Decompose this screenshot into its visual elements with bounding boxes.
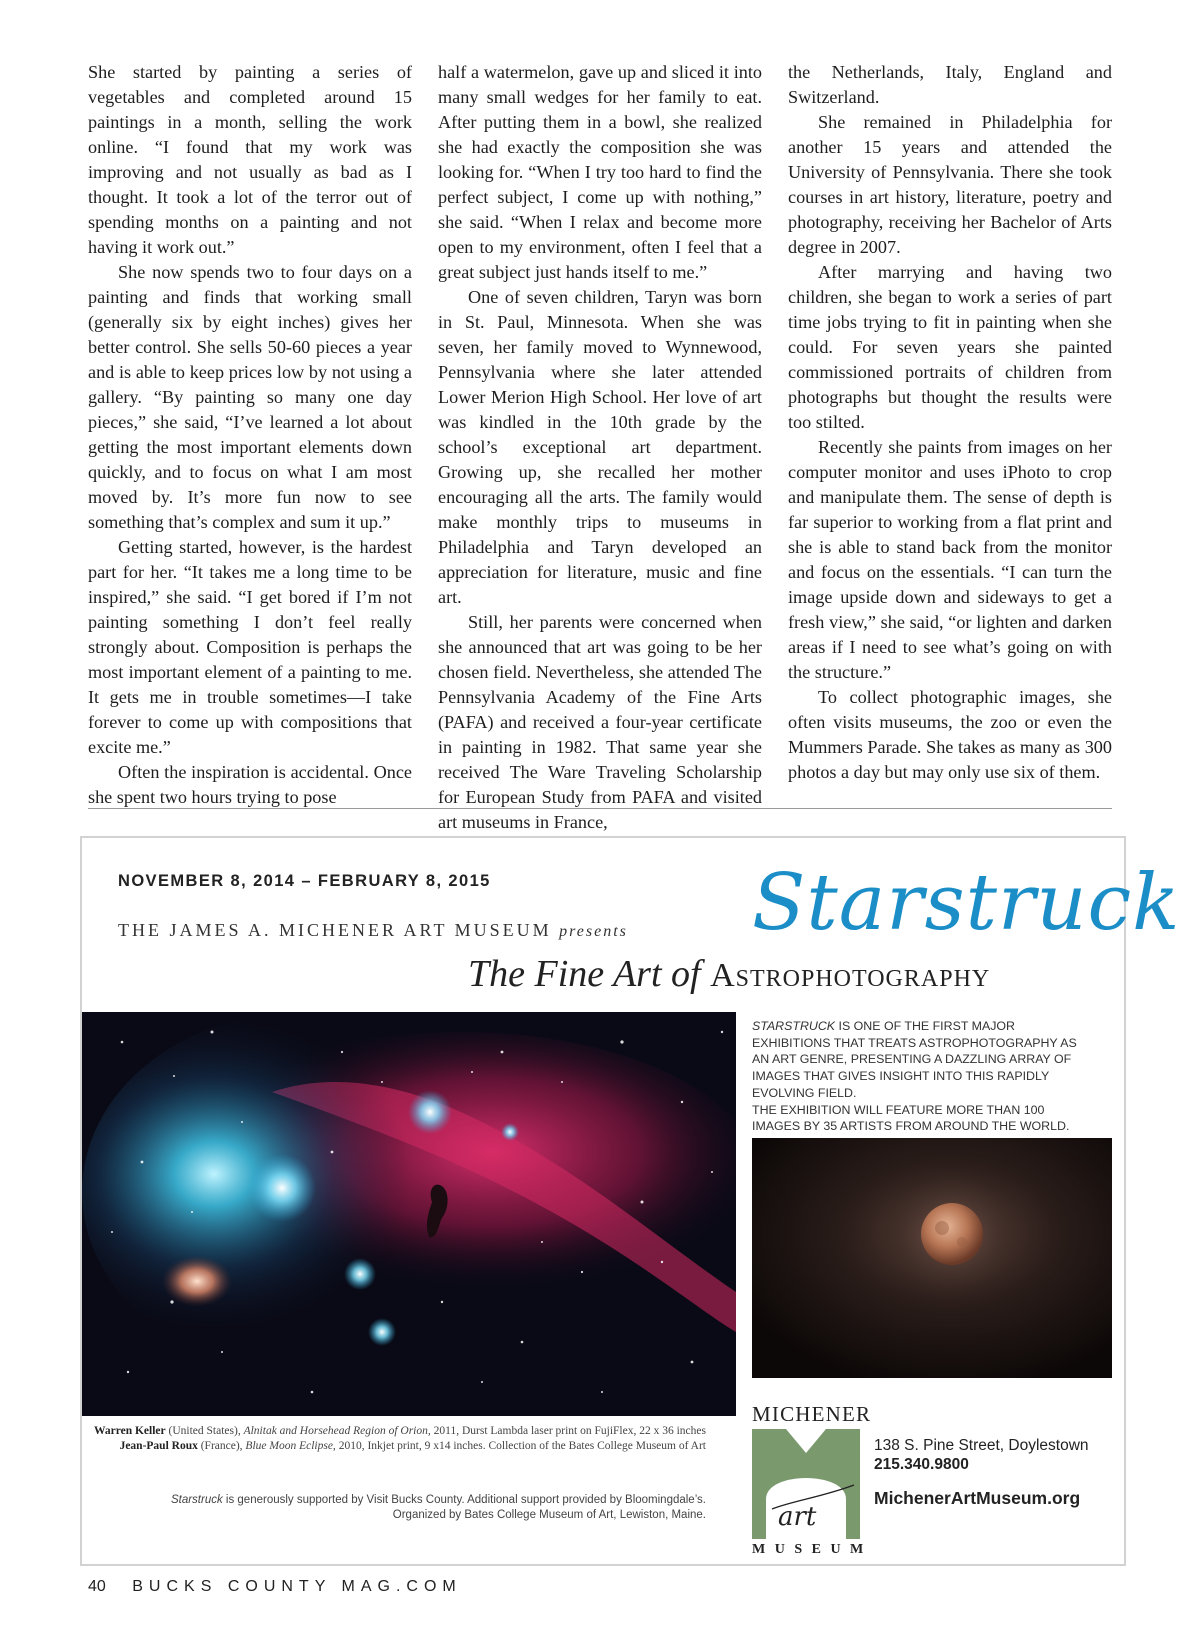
paragraph: One of seven children, Taryn was born in St. Paul, Minnesota. When she was seven, her family moved to Wynnewood, Pennsylvania where she later attended Lower Merion High School. Her love of art was kindled in the 10th grade by the school’s exceptional art department. Growing up, she recalled her mother encouraging all the arts. The family would make monthly trips to museums in Philadelphia and Taryn developed an appreciation for literature, music and fine art. [438, 287, 762, 607]
exhibition-subtitle [468, 952, 990, 996]
paragraph: the Netherlands, Italy, England and Switzerland. [788, 62, 1112, 107]
article-body [88, 60, 1112, 832]
subtitle-fine-art: The Fine Art of [468, 953, 701, 995]
museum-logo-bottom: MUSEUM [752, 1542, 873, 1557]
sponsor-line: Organized by Bates College Museum of Art, Lewiston, Maine. [392, 1509, 706, 1521]
presenter-line [118, 920, 628, 941]
presenter-name: THE JAMES A. MICHENER ART MUSEUM [118, 920, 552, 940]
paragraph: She remained in Philadelphia for another 15 years and attended the University of Pennsylvania. There she took courses in art history, literature, poetry and photography, receiving her Bachelor of Arts degree in 2007. [788, 112, 1112, 257]
museum-phone: 215.340.9800 [874, 1456, 969, 1473]
description-paragraph: THE EXHIBITION WILL FEATURE MORE THAN 100 IMAGES BY 35 ARTISTS FROM AROUND THE WORLD. [752, 1102, 1070, 1134]
magazine-name: BUCKS COUNTY MAG.COM [132, 1578, 462, 1595]
exhibition-dates: NOVEMBER 8, 2014 – FEBRUARY 8, 2015 [118, 872, 491, 890]
sponsor-text: is generously supported by Visit Bucks County. Additional support provided by Bloomingdale’s. [222, 1494, 706, 1506]
credit-origin: (France), [197, 1440, 246, 1452]
article-column-1 [88, 60, 412, 807]
museum-logo-mark [752, 1429, 860, 1539]
description-text: IS ONE OF THE FIRST MAJOR EXHIBITIONS THAT TREATS ASTROPHOTOGRAPHY AS AN ART GENRE, PRESENTING A DAZZLING ARRAY OF IMAGES THAT GIVES INSIGHT INTO THIS RAPIDLY EVOLVING FIELD. [752, 1019, 1077, 1100]
page-footer [88, 1578, 462, 1596]
paragraph: She now spends two to four days on a painting and finds that working small (generally six by eight inches) gives her better control. She sells 50-60 pieces a year and is able to keep prices low by not using a gallery. “By painting so many one day pieces,” she said, “I’ve learned a lot about getting the most important elements down quickly, and to focus on what I am most moved by. It’s more fun now to see something that’s complex and sum it up.” [88, 262, 412, 532]
paragraph: half a watermelon, gave up and sliced it into many small wedges for her family to eat. After putting them in a bowl, she realized she had exactly the composition she was looking for. “When I try too hard to find the perfect subject, I come up with nothing,” she said. “When I relax and become more open to my environment, often I feel that a great subject just hands itself to me.” [438, 62, 762, 282]
article-column-2 [438, 60, 762, 832]
credit-detail: 2010, Inkjet print, 9 x14 inches. Collection of the Bates College Museum of Art [335, 1440, 706, 1452]
presents-word: presents [559, 923, 628, 940]
page-number: 40 [88, 1578, 106, 1595]
moon-photo [752, 1138, 1112, 1378]
paragraph: She started by painting a series of vegetables and completed around 15 paintings in a month, selling the work online. “I found that my work was improving and not usually as bad as I thought. It took a lot of the terror out of spending months on a painting and not having it work out.” [88, 62, 412, 257]
subtitle-astrophotography: Astrophotography [710, 957, 991, 994]
paragraph: Often the inspiration is accidental. Once she spent two hours trying to pose [88, 762, 412, 807]
museum-website: MichenerArtMuseum.org [874, 1488, 1081, 1508]
paragraph: To collect photographic images, she often visits museums, the zoo or even the Mummers Parade. She takes as many as 300 photos a day but may only use six of them. [788, 687, 1112, 782]
paragraph: Getting started, however, is the hardest part for her. “It takes me a long time to be inspired,” she said. “I get bored if I’m not painting something I don’t feel really strongly about. Composition is perhaps the most important element of a painting to me. It gets me in trouble sometimes—I take forever to come up with compositions that excite me.” [88, 537, 412, 757]
section-divider [88, 808, 1112, 809]
credit-artist: Warren Keller [94, 1425, 166, 1437]
credit-detail: 2011, Durst Lambda laser print on FujiFlex, 22 x 36 inches [430, 1425, 706, 1437]
museum-address: 138 S. Pine Street, Doylestown [874, 1437, 1089, 1454]
description-paragraph [752, 1018, 1092, 1102]
credit-origin: (United States), [165, 1425, 244, 1437]
sponsor-title: Starstruck [170, 1494, 223, 1506]
photo-credits [66, 1424, 706, 1454]
credit-title: Alnitak and Horsehead Region of Orion, [243, 1425, 431, 1437]
sponsor-note [66, 1493, 706, 1523]
starstruck-logo: Starstruck [752, 858, 1181, 948]
paragraph: Recently she paints from images on her computer monitor and uses iPhoto to crop and manipulate them. The sense of depth is far superior to working from a flat print and she is able to stand back from the monitor and focus on the essentials. “I can turn the image upside down and sideways to get a fresh view,” she said, “or lighten and darken areas if I need to see what’s going on with the structure.” [788, 437, 1112, 682]
exhibition-description [752, 1018, 1092, 1135]
description-title: STARSTRUCK [752, 1019, 836, 1033]
museum-logo-top: MICHENER [752, 1402, 872, 1426]
credit-artist: Jean-Paul Roux [119, 1440, 198, 1452]
paragraph: Still, her parents were concerned when she announced that art was going to be her chosen field. Nevertheless, she attended The Pennsylvania Academy of the Fine Arts (PAFA) and received a four-year certificate in painting in 1982. That same year she received The Ware Traveling Scholarship for European Study from PAFA and visited art museums in France, [438, 612, 762, 832]
article-column-3 [788, 60, 1112, 790]
credit-line [66, 1424, 706, 1439]
paragraph: After marrying and having two children, she began to work a series of part time jobs trying to fit in painting when she could. For seven years she painted commissioned portraits of children from photographs but thought the results were too stilted. [788, 262, 1112, 432]
museum-logo-mark-text: art [778, 1502, 817, 1532]
sponsor-line [66, 1493, 706, 1508]
credit-title: Blue Moon Eclipse, [245, 1440, 336, 1452]
exhibition-advertisement [80, 836, 1181, 1566]
credit-line [66, 1439, 706, 1454]
nebula-photo [82, 1012, 736, 1416]
